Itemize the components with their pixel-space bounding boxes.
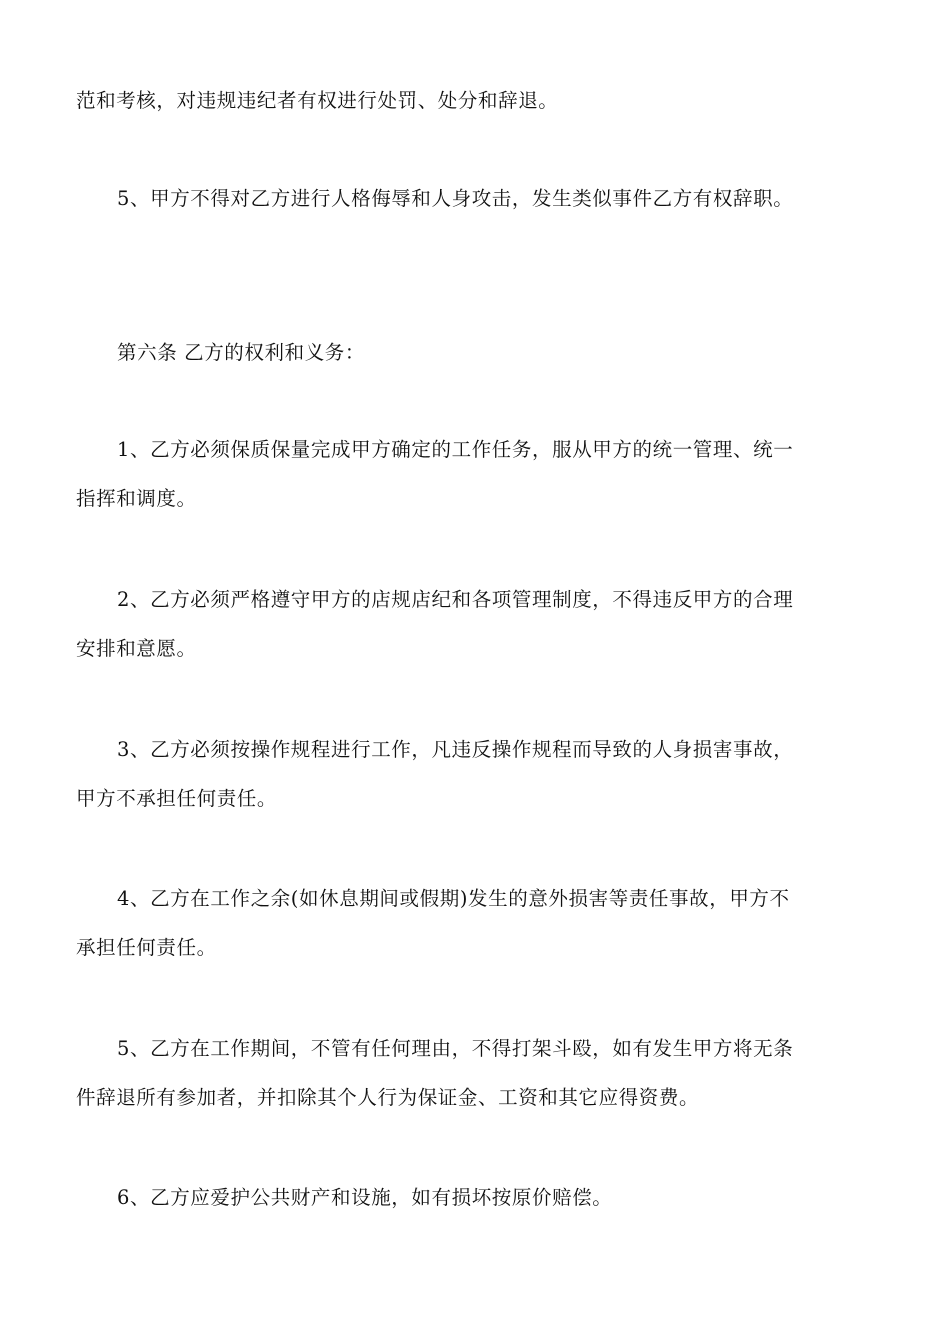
clause-5-line-2: 件辞退所有参加者，并扣除其个人行为保证金、工资和其它应得资费。: [76, 1086, 700, 1109]
clause-1-line-2: 指挥和调度。: [76, 487, 197, 510]
clause-1-line-1: 1、乙方必须保质保量完成甲方确定的工作任务，服从甲方的统一管理、统一: [117, 438, 794, 461]
article-6-heading: 第六条 乙方的权利和义务：: [117, 341, 365, 364]
clause-3-line-1: 3、乙方必须按操作规程进行工作，凡违反操作规程而导致的人身损害事故，: [117, 738, 794, 761]
clause-5-line-1: 5、乙方在工作期间，不管有任何理由，不得打架斗殴，如有发生甲方将无条: [117, 1037, 794, 1060]
clause-2-line-2: 安排和意愿。: [76, 637, 197, 660]
clause-2-line-1: 2、乙方必须严格遵守甲方的店规店纪和各项管理制度，不得违反甲方的合理: [117, 588, 794, 611]
clause-4-line-1: 4、乙方在工作之余(如休息期间或假期)发生的意外损害等责任事故，甲方不: [117, 887, 790, 910]
clause-3-line-2: 甲方不承担任何责任。: [76, 787, 278, 810]
clause-6: 6、乙方应爱护公共财产和设施，如有损坏按原价赔偿。: [117, 1186, 613, 1209]
clause-5-party-a: 5、甲方不得对乙方进行人格侮辱和人身攻击，发生类似事件乙方有权辞职。: [117, 187, 794, 210]
clause-4-line-2: 承担任何责任。: [76, 936, 217, 959]
paragraph-continuation: 范和考核，对违规违纪者有权进行处罚、处分和辞退。: [76, 89, 559, 112]
